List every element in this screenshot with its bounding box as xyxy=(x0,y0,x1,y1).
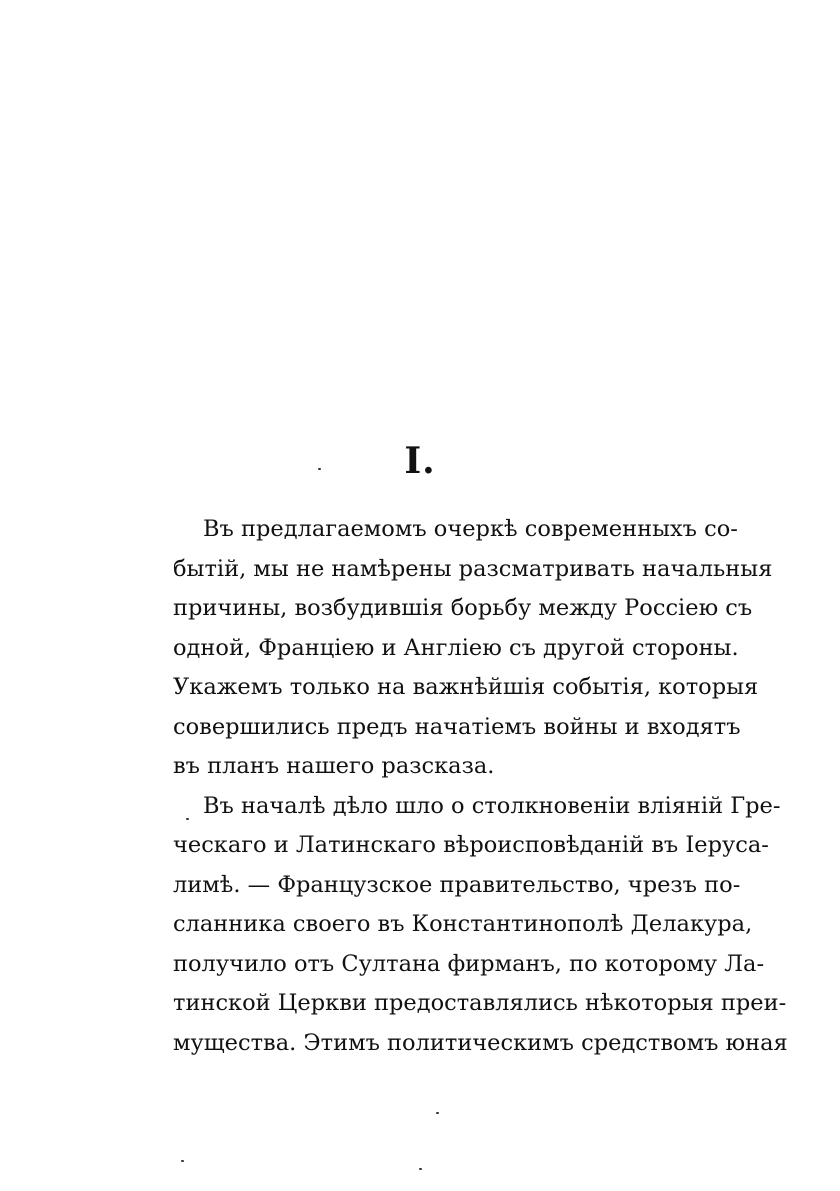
print-speck xyxy=(436,1112,439,1114)
text-line: получило отъ Султана фирманъ, по которому Ла- xyxy=(173,950,765,977)
text-line: бытій, мы не намѣрены разсматривать начальныя xyxy=(173,555,773,582)
print-speck xyxy=(318,468,321,470)
print-speck xyxy=(181,1160,184,1162)
text-line: Въ началѣ дѣло шло о столкновеніи вліяній Гре- xyxy=(203,792,781,819)
text-line: одной, Франціею и Англіею съ другой стороны. xyxy=(173,634,739,661)
print-speck xyxy=(186,818,189,820)
text-line: тинской Церкви предоставлялись нѣкоторыя преи- xyxy=(173,990,787,1016)
text-line: причины, возбудившія борьбу между Россіею съ xyxy=(173,595,753,621)
text-line: въ планъ нашего разсказа. xyxy=(173,753,495,779)
text-line: сланника своего въ Константинополѣ Делакура, xyxy=(173,911,753,937)
text-line: мущества. Этимъ политическимъ средствомъ юная xyxy=(173,1029,788,1056)
text-line: лимѣ. — Французское правительство, чрезъ по- xyxy=(173,871,741,898)
text-line: ческаго и Латинскаго вѣроисповѣданій въ Іеруса- xyxy=(173,832,769,858)
chapter-number: I. xyxy=(404,440,436,482)
text-line: совершились предъ начатіемъ войны и входятъ xyxy=(173,713,741,740)
body-text xyxy=(173,510,788,1063)
print-speck xyxy=(419,1168,422,1170)
text-line: Укажемъ только на важнѣйшія событія, которыя xyxy=(173,674,759,700)
text-line: Въ предлагаемомъ очеркѣ современныхъ со- xyxy=(203,516,738,542)
